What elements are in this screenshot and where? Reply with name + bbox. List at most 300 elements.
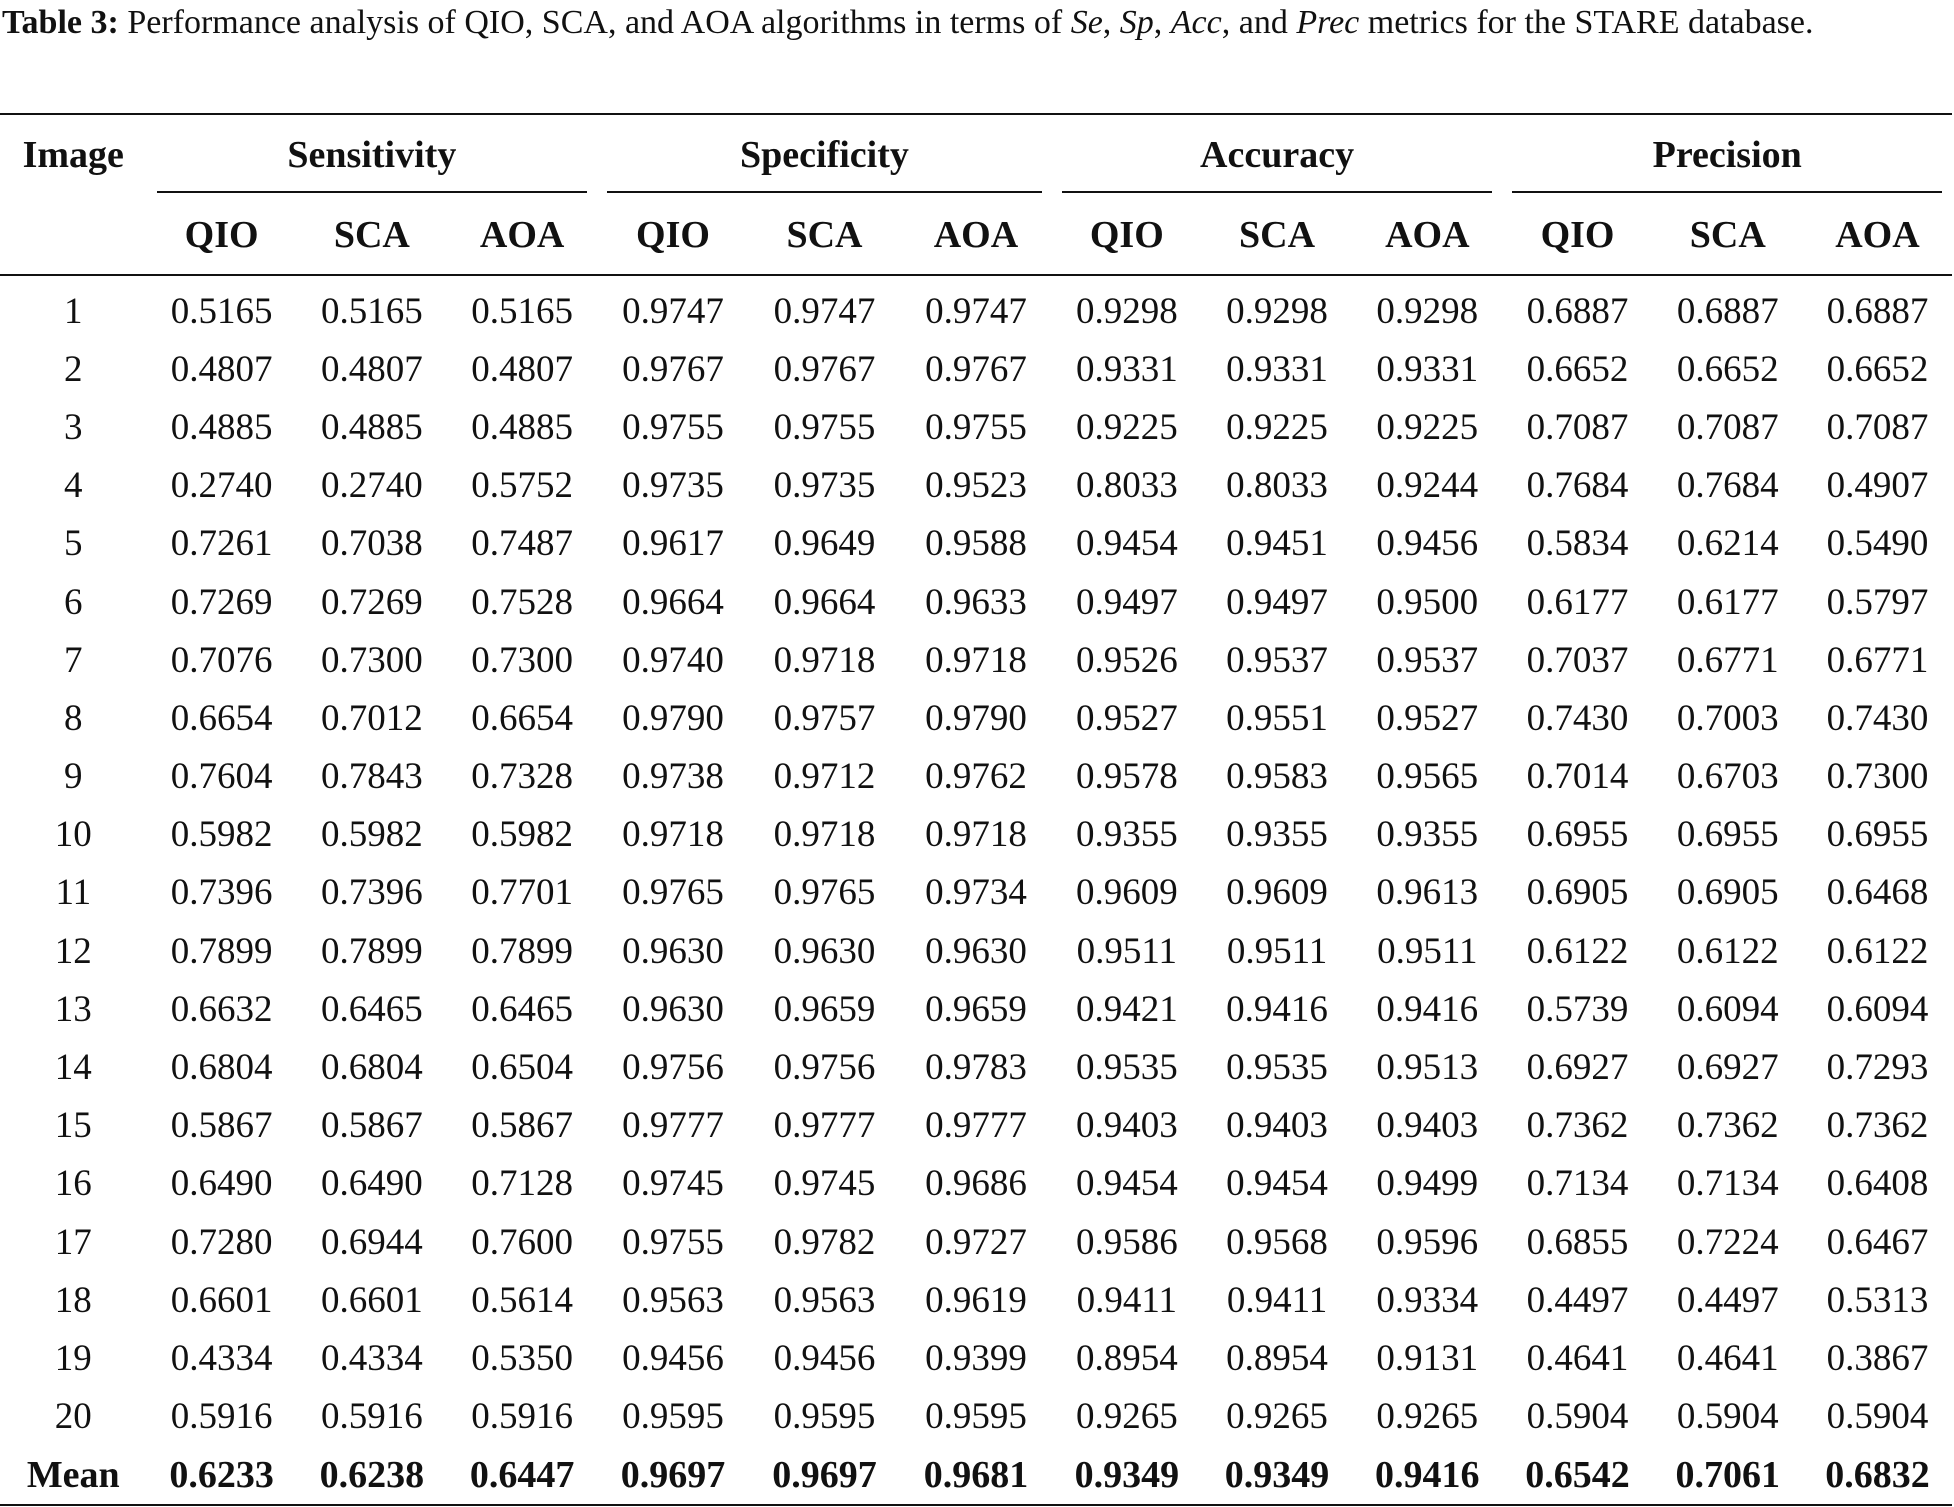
method-header: AOA [900, 195, 1052, 275]
value-cell: 0.9755 [622, 406, 724, 448]
group-header-sensitivity [147, 114, 598, 195]
method-header: AOA [1803, 195, 1952, 275]
method-header: SCA [749, 195, 900, 275]
value-cell: 0.6601 [170, 1279, 273, 1321]
value-cell: 0.9298 [1376, 290, 1479, 332]
value-cell: 0.6855 [1526, 1221, 1629, 1263]
table-row [0, 398, 1952, 456]
value-cell: 0.9712 [773, 756, 876, 798]
value-cell: 0.9298 [1075, 290, 1178, 332]
value-cell: 0.9782 [773, 1221, 876, 1263]
image-id-cell: 12 [54, 930, 92, 972]
table-row [0, 1329, 1952, 1387]
mean-value-cell: 0.6238 [297, 1446, 447, 1505]
mean-value-cell: 0.6233 [147, 1446, 297, 1505]
value-cell: 0.9527 [1075, 697, 1178, 739]
mean-value-cell: 0.9349 [1202, 1446, 1352, 1505]
mean-value-cell: 0.9697 [749, 1446, 900, 1505]
value-cell: 0.9527 [1376, 697, 1479, 739]
value-cell: 0.4334 [320, 1337, 423, 1379]
value-cell: 0.6122 [1676, 930, 1779, 972]
table-row [0, 573, 1952, 631]
mean-value-cell: 0.6832 [1803, 1446, 1952, 1505]
value-cell: 0.7328 [471, 756, 573, 798]
value-cell: 0.9265 [1226, 1396, 1328, 1438]
value-cell: 0.9456 [773, 1337, 876, 1379]
value-cell: 0.9718 [773, 814, 876, 856]
table-row [0, 980, 1952, 1038]
value-cell: 0.6944 [320, 1221, 423, 1263]
value-cell: 0.6652 [1526, 348, 1629, 390]
value-cell: 0.9790 [622, 697, 724, 739]
value-cell: 0.9583 [1226, 756, 1328, 798]
value-cell: 0.9777 [925, 1105, 1027, 1147]
value-cell: 0.9334 [1376, 1279, 1479, 1321]
value-cell: 0.7899 [170, 930, 273, 972]
value-cell: 0.9411 [1076, 1279, 1178, 1321]
empty-header-cell [0, 195, 147, 275]
value-cell: 0.9416 [1376, 988, 1479, 1030]
mean-value-cell: 0.9416 [1352, 1446, 1502, 1505]
value-cell: 0.5490 [1826, 523, 1929, 565]
value-cell: 0.9767 [622, 348, 724, 390]
value-cell: 0.6703 [1676, 756, 1779, 798]
image-id-cell: 3 [64, 406, 83, 448]
value-cell: 0.7224 [1676, 1221, 1779, 1263]
value-cell: 0.9355 [1075, 814, 1178, 856]
group-underline [1512, 191, 1942, 193]
value-cell: 0.5867 [170, 1105, 273, 1147]
image-id-cell: 11 [55, 872, 92, 914]
value-cell: 0.9526 [1075, 639, 1178, 681]
value-cell: 0.9595 [622, 1396, 724, 1438]
value-cell: 0.9331 [1075, 348, 1178, 390]
image-id-cell: 4 [64, 465, 83, 507]
value-cell: 0.9767 [925, 348, 1027, 390]
value-cell: 0.7087 [1826, 406, 1929, 448]
table-row [0, 1213, 1952, 1271]
value-cell: 0.7014 [1526, 756, 1629, 798]
value-cell: 0.6177 [1526, 581, 1629, 623]
group-header-row [0, 114, 1952, 195]
value-cell: 0.5982 [320, 814, 423, 856]
image-id-cell: 7 [64, 639, 83, 681]
value-cell: 0.6490 [170, 1163, 273, 1205]
value-cell: 0.7604 [170, 756, 273, 798]
value-cell: 0.7684 [1526, 465, 1629, 507]
value-cell: 0.9757 [773, 697, 876, 739]
value-cell: 0.9511 [1226, 930, 1328, 972]
value-cell: 0.9762 [925, 756, 1027, 798]
table-caption [2, 2, 1950, 44]
value-cell: 0.6094 [1676, 988, 1779, 1030]
row-header [0, 114, 147, 195]
value-cell: 0.9609 [1075, 872, 1178, 914]
value-cell: 0.7076 [170, 639, 273, 681]
image-id-cell: 18 [54, 1279, 92, 1321]
value-cell: 0.6652 [1826, 348, 1929, 390]
value-cell: 0.6955 [1526, 814, 1629, 856]
value-cell: 0.7362 [1826, 1105, 1929, 1147]
value-cell: 0.5867 [471, 1105, 573, 1147]
caption-metric-prec: Prec [1296, 4, 1360, 41]
value-cell: 0.9649 [773, 523, 876, 565]
value-cell: 0.9756 [773, 1047, 876, 1089]
mean-value-cell: 0.6542 [1502, 1446, 1652, 1505]
value-cell: 0.9131 [1376, 1337, 1479, 1379]
table-row [0, 1038, 1952, 1096]
value-cell: 0.6094 [1826, 988, 1929, 1030]
value-cell: 0.9686 [925, 1163, 1027, 1205]
image-id-cell: 16 [54, 1163, 92, 1205]
value-cell: 0.7600 [471, 1221, 573, 1263]
value-cell: 0.9755 [925, 406, 1027, 448]
image-id-cell: 2 [64, 348, 83, 390]
value-cell: 0.6122 [1826, 930, 1929, 972]
value-cell: 0.9499 [1376, 1163, 1479, 1205]
value-cell: 0.8954 [1226, 1337, 1328, 1379]
value-cell: 0.6177 [1676, 581, 1779, 623]
value-cell: 0.9756 [622, 1047, 724, 1089]
value-cell: 0.5867 [320, 1105, 423, 1147]
value-cell: 0.7843 [320, 756, 423, 798]
value-cell: 0.9511 [1076, 930, 1178, 972]
value-cell: 0.7300 [1826, 756, 1929, 798]
value-cell: 0.7012 [320, 697, 423, 739]
value-cell: 0.5904 [1676, 1396, 1779, 1438]
method-header: QIO [597, 195, 748, 275]
table-row [0, 1271, 1952, 1329]
mean-value-cell: 0.9349 [1052, 1446, 1202, 1505]
value-cell: 0.9497 [1075, 581, 1178, 623]
image-id-cell: 17 [54, 1221, 92, 1263]
value-cell: 0.4885 [471, 406, 573, 448]
value-cell: 0.9595 [925, 1396, 1027, 1438]
group-underline [157, 191, 588, 193]
value-cell: 0.5165 [320, 290, 423, 332]
value-cell: 0.2740 [170, 465, 273, 507]
value-cell: 0.9454 [1075, 1163, 1178, 1205]
value-cell: 0.9613 [1376, 872, 1479, 914]
performance-table [0, 113, 1952, 1506]
value-cell: 0.7396 [170, 872, 273, 914]
value-cell: 0.5165 [170, 290, 273, 332]
table-row [0, 631, 1952, 689]
value-cell: 0.6465 [320, 988, 423, 1030]
value-cell: 0.9755 [622, 1221, 724, 1263]
value-cell: 0.7134 [1526, 1163, 1629, 1205]
method-header: QIO [1502, 195, 1652, 275]
value-cell: 0.7128 [471, 1163, 573, 1205]
value-cell: 0.9568 [1226, 1221, 1328, 1263]
image-id-cell: 5 [64, 523, 83, 565]
value-cell: 0.7701 [471, 872, 573, 914]
value-cell: 0.9331 [1376, 348, 1479, 390]
mean-value-cell: 0.9681 [900, 1446, 1052, 1505]
image-id-cell: 15 [54, 1105, 92, 1147]
mean-value-cell: 0.6447 [447, 1446, 597, 1505]
method-header: SCA [297, 195, 447, 275]
value-cell: 0.6504 [471, 1047, 573, 1089]
value-cell: 0.7487 [471, 523, 573, 565]
method-header: SCA [1653, 195, 1803, 275]
table-row [0, 922, 1952, 980]
value-cell: 0.9355 [1226, 814, 1328, 856]
value-cell: 0.7300 [320, 639, 423, 681]
value-cell: 0.6927 [1676, 1047, 1779, 1089]
value-cell: 0.9537 [1226, 639, 1328, 681]
value-cell: 0.7293 [1826, 1047, 1929, 1089]
value-cell: 0.9456 [1376, 523, 1479, 565]
image-id-cell: 19 [54, 1337, 92, 1379]
value-cell: 0.9565 [1376, 756, 1479, 798]
value-cell: 0.7396 [320, 872, 423, 914]
value-cell: 0.9735 [773, 465, 876, 507]
value-cell: 0.9497 [1226, 581, 1328, 623]
caption-separator: , and [1221, 4, 1297, 41]
value-cell: 0.4807 [170, 348, 273, 390]
method-header: QIO [1052, 195, 1202, 275]
value-cell: 0.9630 [773, 930, 876, 972]
value-cell: 0.9500 [1376, 581, 1479, 623]
value-cell: 0.5313 [1826, 1279, 1929, 1321]
value-cell: 0.7430 [1526, 697, 1629, 739]
caption-metric-sp: Sp [1119, 4, 1154, 41]
value-cell: 0.7087 [1526, 406, 1629, 448]
value-cell: 0.9403 [1376, 1105, 1479, 1147]
value-cell: 0.9664 [773, 581, 876, 623]
value-cell: 0.6654 [471, 697, 573, 739]
group-header-specificity [597, 114, 1051, 195]
caption-label: Table 3: [2, 4, 119, 41]
table-row [0, 1097, 1952, 1155]
table-row [0, 1388, 1952, 1446]
value-cell: 0.4885 [170, 406, 273, 448]
value-cell: 0.9451 [1226, 523, 1328, 565]
image-id-cell: 6 [64, 581, 83, 623]
value-cell: 0.9765 [622, 872, 724, 914]
value-cell: 0.6955 [1826, 814, 1929, 856]
value-cell: 0.9586 [1075, 1221, 1178, 1263]
value-cell: 0.9563 [622, 1279, 724, 1321]
value-cell: 0.4497 [1526, 1279, 1629, 1321]
value-cell: 0.6905 [1526, 872, 1629, 914]
value-cell: 0.9777 [773, 1105, 876, 1147]
value-cell: 0.9454 [1075, 523, 1178, 565]
value-cell: 0.7269 [320, 581, 423, 623]
value-cell: 0.9747 [622, 290, 724, 332]
method-header: QIO [147, 195, 297, 275]
value-cell: 0.7362 [1526, 1105, 1629, 1147]
value-cell: 0.6887 [1676, 290, 1779, 332]
caption-text: Performance analysis of QIO, SCA, and AOA algorithms in terms of [118, 4, 1071, 41]
table-body [0, 275, 1952, 1505]
value-cell: 0.6214 [1676, 523, 1779, 565]
value-cell: 0.9265 [1075, 1396, 1178, 1438]
value-cell: 0.9609 [1226, 872, 1328, 914]
value-cell: 0.9416 [1226, 988, 1328, 1030]
group-header-accuracy [1052, 114, 1503, 195]
value-cell: 0.5834 [1526, 523, 1629, 565]
value-cell: 0.9403 [1226, 1105, 1328, 1147]
value-cell: 0.9578 [1075, 756, 1178, 798]
value-cell: 0.9399 [925, 1337, 1027, 1379]
value-cell: 0.3867 [1826, 1337, 1929, 1379]
value-cell: 0.9355 [1376, 814, 1479, 856]
table-row [0, 1155, 1952, 1213]
value-cell: 0.9454 [1226, 1163, 1328, 1205]
method-header: AOA [1352, 195, 1502, 275]
value-cell: 0.6601 [320, 1279, 423, 1321]
value-cell: 0.7684 [1676, 465, 1779, 507]
value-cell: 0.7899 [471, 930, 573, 972]
image-id-cell: 14 [54, 1047, 92, 1089]
value-cell: 0.9596 [1376, 1221, 1479, 1263]
value-cell: 0.5350 [471, 1337, 573, 1379]
value-cell: 0.9411 [1226, 1279, 1328, 1321]
value-cell: 0.9745 [622, 1163, 724, 1205]
value-cell: 0.5982 [170, 814, 273, 856]
value-cell: 0.6467 [1826, 1221, 1929, 1263]
value-cell: 0.7899 [320, 930, 423, 972]
group-label: Specificity [740, 134, 909, 176]
caption-separator: , [1102, 4, 1120, 41]
image-id-cell: 10 [54, 814, 92, 856]
value-cell: 0.7037 [1526, 639, 1629, 681]
value-cell: 0.4334 [170, 1337, 273, 1379]
value-cell: 0.6887 [1826, 290, 1929, 332]
value-cell: 0.7261 [170, 523, 273, 565]
caption-text-end: metrics for the STARE database. [1359, 4, 1814, 41]
value-cell: 0.7430 [1826, 697, 1929, 739]
value-cell: 0.6632 [170, 988, 273, 1030]
value-cell: 0.9588 [925, 523, 1027, 565]
value-cell: 0.5904 [1826, 1396, 1929, 1438]
group-header-precision [1502, 114, 1952, 195]
value-cell: 0.9617 [622, 523, 724, 565]
value-cell: 0.9403 [1075, 1105, 1178, 1147]
table-row [0, 515, 1952, 573]
table-row [0, 748, 1952, 806]
value-cell: 0.9718 [925, 814, 1027, 856]
value-cell: 0.2740 [320, 465, 423, 507]
value-cell: 0.9790 [925, 697, 1027, 739]
value-cell: 0.9767 [773, 348, 876, 390]
value-cell: 0.6927 [1526, 1047, 1629, 1089]
mean-value-cell: 0.9697 [597, 1446, 748, 1505]
value-cell: 0.9659 [925, 988, 1027, 1030]
value-cell: 0.9225 [1376, 406, 1479, 448]
value-cell: 0.4907 [1826, 465, 1929, 507]
value-cell: 0.9456 [622, 1337, 724, 1379]
group-underline [607, 191, 1041, 193]
value-cell: 0.9523 [925, 465, 1027, 507]
value-cell: 0.9747 [925, 290, 1027, 332]
value-cell: 0.4807 [320, 348, 423, 390]
value-cell: 0.7280 [170, 1221, 273, 1263]
value-cell: 0.6465 [471, 988, 573, 1030]
value-cell: 0.6652 [1676, 348, 1779, 390]
value-cell: 0.8033 [1226, 465, 1328, 507]
value-cell: 0.9535 [1226, 1047, 1328, 1089]
value-cell: 0.8954 [1075, 1337, 1178, 1379]
table-row [0, 340, 1952, 398]
value-cell: 0.9630 [622, 988, 724, 1030]
value-cell: 0.9421 [1075, 988, 1178, 1030]
value-cell: 0.9664 [622, 581, 724, 623]
method-header-row [0, 195, 1952, 275]
value-cell: 0.9633 [925, 581, 1027, 623]
value-cell: 0.7528 [471, 581, 573, 623]
value-cell: 0.6490 [320, 1163, 423, 1205]
table-row [0, 806, 1952, 864]
value-cell: 0.6955 [1676, 814, 1779, 856]
value-cell: 0.5797 [1826, 581, 1929, 623]
value-cell: 0.9659 [773, 988, 876, 1030]
image-id-cell: 8 [64, 697, 83, 739]
image-id-cell: 9 [64, 756, 83, 798]
value-cell: 0.9745 [773, 1163, 876, 1205]
value-cell: 0.5916 [170, 1396, 273, 1438]
value-cell: 0.9244 [1376, 465, 1479, 507]
row-header-label: Image [22, 134, 124, 176]
value-cell: 0.5752 [471, 465, 573, 507]
value-cell: 0.9630 [925, 930, 1027, 972]
value-cell: 0.6654 [170, 697, 273, 739]
value-cell: 0.6804 [170, 1047, 273, 1089]
value-cell: 0.7003 [1676, 697, 1779, 739]
value-cell: 0.5982 [471, 814, 573, 856]
value-cell: 0.6887 [1526, 290, 1629, 332]
value-cell: 0.7269 [170, 581, 273, 623]
value-cell: 0.9747 [773, 290, 876, 332]
value-cell: 0.6468 [1826, 872, 1929, 914]
value-cell: 0.5916 [320, 1396, 423, 1438]
value-cell: 0.6122 [1526, 930, 1629, 972]
value-cell: 0.9755 [773, 406, 876, 448]
image-id-cell: 20 [54, 1396, 92, 1438]
value-cell: 0.9718 [622, 814, 724, 856]
value-cell: 0.6804 [320, 1047, 423, 1089]
group-label: Precision [1652, 134, 1802, 176]
value-cell: 0.6771 [1826, 639, 1929, 681]
value-cell: 0.8033 [1075, 465, 1178, 507]
method-header: AOA [447, 195, 597, 275]
method-header: SCA [1202, 195, 1352, 275]
value-cell: 0.5165 [471, 290, 573, 332]
value-cell: 0.4807 [471, 348, 573, 390]
value-cell: 0.7134 [1676, 1163, 1779, 1205]
value-cell: 0.4641 [1676, 1337, 1779, 1379]
value-cell: 0.9765 [773, 872, 876, 914]
value-cell: 0.4641 [1526, 1337, 1629, 1379]
value-cell: 0.9619 [925, 1279, 1027, 1321]
value-cell: 0.5904 [1526, 1396, 1629, 1438]
caption-metric-se: Se [1070, 4, 1103, 41]
value-cell: 0.9298 [1226, 290, 1328, 332]
value-cell: 0.4885 [320, 406, 423, 448]
value-cell: 0.9718 [773, 639, 876, 681]
value-cell: 0.9783 [925, 1047, 1027, 1089]
mean-row [0, 1446, 1952, 1505]
value-cell: 0.6905 [1676, 872, 1779, 914]
image-id-cell: 13 [54, 988, 92, 1030]
group-label: Sensitivity [287, 134, 457, 176]
image-id-cell: 1 [64, 290, 83, 332]
value-cell: 0.7038 [320, 523, 423, 565]
value-cell: 0.9225 [1075, 406, 1178, 448]
value-cell: 0.9734 [925, 872, 1027, 914]
